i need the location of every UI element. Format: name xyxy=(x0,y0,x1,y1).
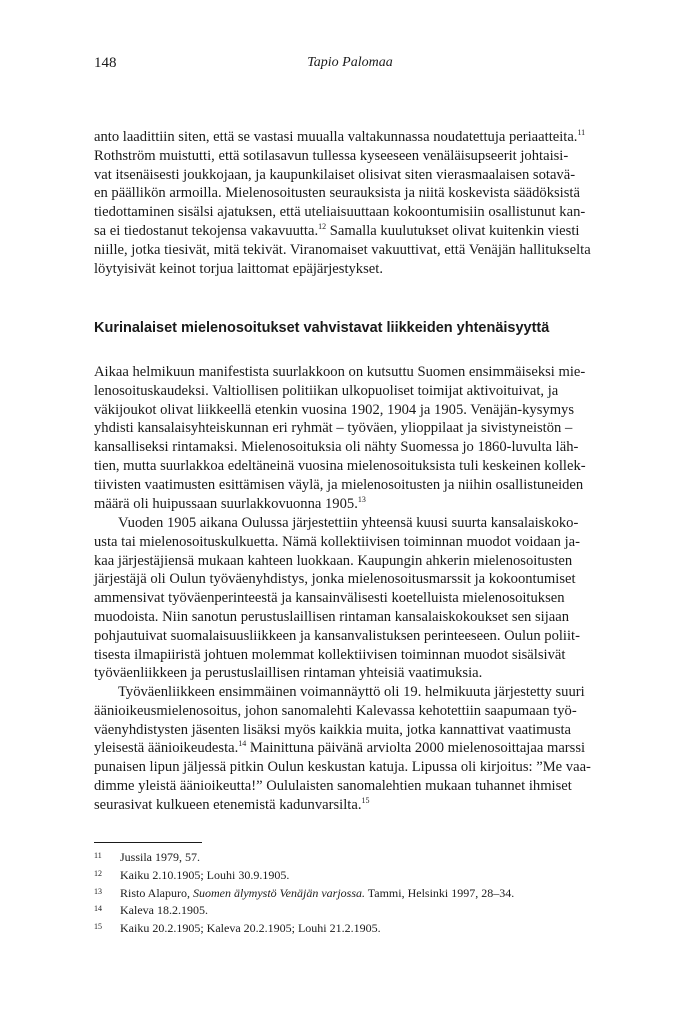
text-line: tisesta ilmapiiristä johtuen molemmat kollektiivisen toiminnan muodot sisälsivät xyxy=(94,646,566,663)
footnote-number: 15 xyxy=(94,922,102,932)
text-line: kansalliseksi rintamaksi. Mielenosoituksia oli nähty Suomessa jo 1860-luvulta läh- xyxy=(94,439,579,456)
text-line: usta tai mielenosoituskulkuetta. Nämä kollektiivisen toiminnan muodot voidaan ja- xyxy=(94,533,580,550)
footnote-number: 12 xyxy=(94,868,102,878)
text-line: ammensivat työväenperinteestä ja kansainvälisesti koetelluista mielenosoituksen xyxy=(94,590,565,607)
section-heading: Kurinalaiset mielenosoitukset vahvistavat liikkeiden yhtenäisyyttä xyxy=(94,320,550,336)
text-line: tiivisten vaatimusten esittämisen väylä, ja mielenosoitusten ja niihin osallistuneiden xyxy=(94,476,584,493)
footnote-text: Kaiku 20.2.1905; Kaleva 20.2.1905; Louhi 21.2.1905. xyxy=(120,921,381,936)
footnote-ref: 15 xyxy=(361,795,370,805)
text-line: tien, mutta suurlakkoa edeltäneinä vuosina mielenosoituksista tuli keskeinen kollek- xyxy=(94,457,586,474)
paragraph-3 xyxy=(94,514,606,683)
footnote-number: 11 xyxy=(94,851,102,860)
text-line: anto laadittiin siten, että se vastasi muualla valtakunnassa noudatettuja periaatteita.$^{11}$ xyxy=(94,128,586,145)
footnote-number: 14 xyxy=(94,904,102,914)
footnote-item xyxy=(94,901,606,919)
footnote-ref: 13 xyxy=(357,494,366,504)
footnote-text: Kaiku 2.10.1905; Louhi 30.9.1905. xyxy=(120,867,290,882)
text-line: punaisen lipun jäljessä pitkin Oulun keskustan katuja. Lipussa oli kirjoitus: ”Me vaa- xyxy=(94,759,591,776)
text-line: löytyisivät keinot torjua laittomat epäjärjestykset. xyxy=(94,260,383,277)
text-line: työväenliikkeen ja perustuslaillisen rintaman yhteisiä vaatimuksia. xyxy=(94,665,483,682)
book-title: Suomen älymystö Venäjän varjossa. xyxy=(193,885,365,900)
text-line: muodoista. Niin sanotun perustuslaillisen rintaman kansalaiskokoukset sen sijaan xyxy=(94,608,570,625)
text-line: Työväenliikkeen ensimmäinen voimannäyttö oli 19. helmikuuta järjestetty suuri xyxy=(118,684,585,700)
page-number: 148 xyxy=(94,55,117,71)
footnote-rule xyxy=(94,842,202,843)
text-line: sa ei tiedostanut tekojensa vakavuutta.$^{12}$ Samalla kuulutukset olivat kuitenkin viesti xyxy=(94,221,580,239)
text-line: väenyhdistysten jäsenten lisäksi myös kaikkia muita, jotka kannattivat vaatimusta xyxy=(94,721,572,738)
footnote-number: 13 xyxy=(94,886,102,896)
text-line: niille, jotka tiesivät, mitä tekivät. Viranomaiset vakuuttivat, että Venäjän hallitukselta xyxy=(94,241,591,258)
text-line: kaa järjestäjiensä mukaan kahteen luokkaan. Kaupungin ahkerin mielenosoitusten xyxy=(94,552,573,569)
text-line: seurasivat kulkueen etenemistä kadunvarsilta.$^{15}$ xyxy=(94,795,370,813)
text-line: lenosoituskaudeksi. Valtiollisen politiikan ulkopuoliset toimijat aktivoituivat, ja xyxy=(94,382,559,399)
footnote-ref: 12 xyxy=(318,221,327,231)
text-line: dimme yleistä äänioikeutta!” Oululaisten sanomalehtien mukaan tuhannet ihmiset xyxy=(94,777,572,794)
text-line: yhdisti kansalaisyhteiskunnan eri ryhmät – työväen, ylioppilaat ja sivistyneistön – xyxy=(94,420,573,437)
text-line: tiedottaminen sisälsi ajatuksen, että uteliaisuuttaan kokoontumisiin osallistunut kan- xyxy=(94,204,586,221)
text-line: en päällikön armoilla. Mielenosoitusten seurauksista ja niitä koskevista säädöksistä xyxy=(94,185,580,202)
paragraph-4 xyxy=(94,683,606,815)
paragraph-1 xyxy=(94,128,606,278)
running-head: Tapio Palomaa xyxy=(307,55,393,70)
footnote-item xyxy=(94,848,606,866)
text-line: määrä oli huipussaan suurlakkovuonna 1905.13 xyxy=(94,494,366,512)
text-line: Rothström muistutti, että sotilasavun tullessa kyseeseen venäläisupseerit johtaisi- xyxy=(94,147,569,164)
footnote-item xyxy=(94,866,606,884)
footnote-text: Jussila 1979, 57. xyxy=(120,850,201,864)
text-line: yleisestä äänioikeudesta.$^{14}$ Mainittuna päivänä arviolta 2000 mielenosoittajaa marssi xyxy=(94,739,586,757)
footnote-item xyxy=(94,919,606,937)
paragraph-2 xyxy=(94,363,606,513)
text-line: äänioikeusmielenosoitus, johon sanomalehti Kalevassa kehotettiin saapumaan työ- xyxy=(94,702,577,719)
footnote-text: Risto Alapuro, Suomen älymystö Venäjän varjossa. Tammi, Helsinki 1997, 28–34. xyxy=(120,885,515,900)
text-line: Vuoden 1905 aikana Oulussa järjestettiin yhteensä kuusi suurta kansalaiskoko- xyxy=(118,515,579,531)
footnote-item xyxy=(94,884,606,902)
text-line: järjestäjä oli Oulun työväenyhdistys, jonka mielenosoitusmarssit ja kokoontumiset xyxy=(94,571,576,588)
text-line: vat itsenäisesti joukkojaan, ja kaupunkilaiset olisivat siten vierasmaalaisen sotavä- xyxy=(94,166,576,183)
footnote-ref: 11 xyxy=(577,128,586,137)
footnotes xyxy=(94,848,606,937)
text-line: väkijoukot olivat liikkeellä etenkin vuosina 1902, 1904 ja 1905. Venäjän-kysymys xyxy=(94,401,575,418)
footnote-text: Kaleva 18.2.1905. xyxy=(120,903,208,918)
text-line: Aikaa helmikuun manifestista suurlakkoon on kutsuttu Suomen ensimmäiseksi mie- xyxy=(94,364,586,380)
footnote-ref: 14 xyxy=(238,739,247,749)
text-line: pohjautuivat suomalaisuusliikkeen ja kansanvalistuksen perinteeseen. Oulun poliit- xyxy=(94,627,580,644)
